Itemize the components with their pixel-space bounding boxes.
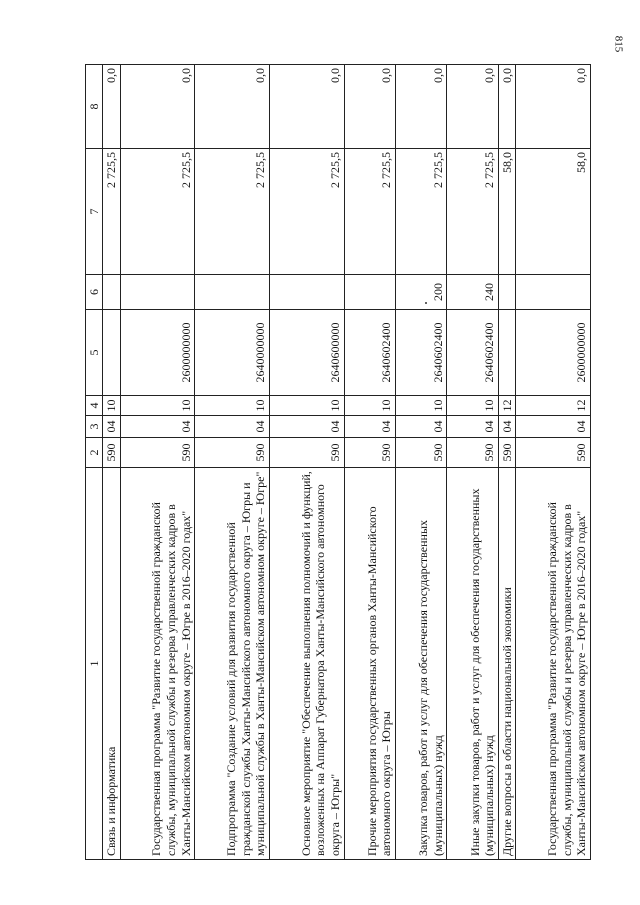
row-vr [344,275,395,310]
header-col-3: 3 [86,416,103,438]
table-row [447,65,498,860]
row-extra: 0,0 [120,65,195,149]
row-name: Основное мероприятие "Обеспечение выполнения полномочий и функций, возложенных на Аппарат Губернатора Ханты-Мансийского автономного округа – Югры" [269,468,344,860]
table-row [120,65,195,860]
row-pr: 10 [103,396,121,416]
row-vr: 200 [395,275,446,310]
row-pr: 12 [516,396,591,416]
row-pr: 10 [120,396,195,416]
row-grbs: 590 [498,438,516,468]
table-row [395,65,446,860]
table-row [269,65,344,860]
row-rz: 04 [120,416,195,438]
row-name: Связь и информатика [103,468,121,860]
table-row [103,65,121,860]
table-row [195,65,270,860]
row-name: Другие вопросы в области национальной экономики [498,468,516,860]
row-name: Государственная программа "Развитие государственной гражданской службы, муниципальной службы и резерва управленческих кадров в Ханты-Мансийском автономном округе – Югре в 2016–2020 годах" [120,468,195,860]
row-grbs: 590 [195,438,270,468]
row-amount: 2 725,5 [195,149,270,275]
budget-table [85,64,591,860]
row-name: Иные закупки товаров, работ и услуг для обеспечения государственных (муниципальных) нужд [447,468,498,860]
row-rz: 04 [269,416,344,438]
row-vr [120,275,195,310]
row-vr [103,275,121,310]
row-csr: 2640600000 [269,310,344,396]
row-amount: 2 725,5 [103,149,121,275]
row-grbs: 590 [395,438,446,468]
row-csr: 2640602400 [344,310,395,396]
table-row [516,65,591,860]
row-amount: 2 725,5 [120,149,195,275]
row-name: Подпрограмма "Создание условий для развития государственной гражданской службы Ханты-Мансийского автономного округа – Югры и муниципальной службы в Ханты-Мансийском автономном округе – Югре" [195,468,270,860]
header-col-5: 5 [86,310,103,396]
row-csr: 2640602400 [447,310,498,396]
row-name: Прочие мероприятия государственных органов Ханты-Мансийского автономного округа – Югры [344,468,395,860]
table-body [103,65,591,860]
row-rz: 04 [498,416,516,438]
rotated-table-container [85,65,591,860]
row-extra: 0,0 [195,65,270,149]
row-grbs: 590 [269,438,344,468]
row-vr [498,275,516,310]
row-csr: 2600000000 [516,310,591,396]
row-pr: 12 [498,396,516,416]
header-col-8: 8 [86,65,103,149]
row-amount: 2 725,5 [447,149,498,275]
page-number: 815 [611,35,624,53]
row-extra: 0,0 [447,65,498,149]
row-rz: 04 [103,416,121,438]
row-vr [516,275,591,310]
row-pr: 10 [195,396,270,416]
row-amount: 58,0 [498,149,516,275]
row-csr [498,310,516,396]
header-col-6: 6 [86,275,103,310]
row-csr: 2640000000 [195,310,270,396]
header-col-4: 4 [86,396,103,416]
row-csr: 2640602400 [395,310,446,396]
header-col-1: 1 [86,468,103,860]
row-grbs: 590 [120,438,195,468]
row-pr: 10 [344,396,395,416]
row-pr: 10 [395,396,446,416]
row-extra: 0,0 [516,65,591,149]
row-vr [269,275,344,310]
row-rz: 04 [344,416,395,438]
table-row [498,65,516,860]
row-name: Закупка товаров, работ и услуг для обеспечения государственных (муниципальных) нужд [395,468,446,860]
row-grbs: 590 [516,438,591,468]
row-vr [195,275,270,310]
row-pr: 10 [447,396,498,416]
row-extra: 0,0 [498,65,516,149]
row-rz: 04 [395,416,446,438]
row-vr: 240 [447,275,498,310]
row-extra: 0,0 [395,65,446,149]
row-extra: 0,0 [269,65,344,149]
row-grbs: 590 [103,438,121,468]
table-header [86,65,103,860]
row-amount: 2 725,5 [395,149,446,275]
header-col-7: 7 [86,149,103,275]
row-pr: 10 [269,396,344,416]
row-rz: 04 [195,416,270,438]
row-rz: 04 [447,416,498,438]
table-row [344,65,395,860]
row-amount: 2 725,5 [269,149,344,275]
row-amount: 58,0 [516,149,591,275]
header-col-2: 2 [86,438,103,468]
row-csr [103,310,121,396]
row-grbs: 590 [447,438,498,468]
row-amount: 2 725,5 [344,149,395,275]
row-extra: 0,0 [103,65,121,149]
row-name: Государственная программа "Развитие государственной гражданской службы, муниципальной службы и резерва управленческих кадров в Ханты-Мансийском автономном округе – Югре в 2016–2020 годах" [516,468,591,860]
row-extra: 0,0 [344,65,395,149]
row-rz: 04 [516,416,591,438]
row-csr: 2600000000 [120,310,195,396]
row-grbs: 590 [344,438,395,468]
